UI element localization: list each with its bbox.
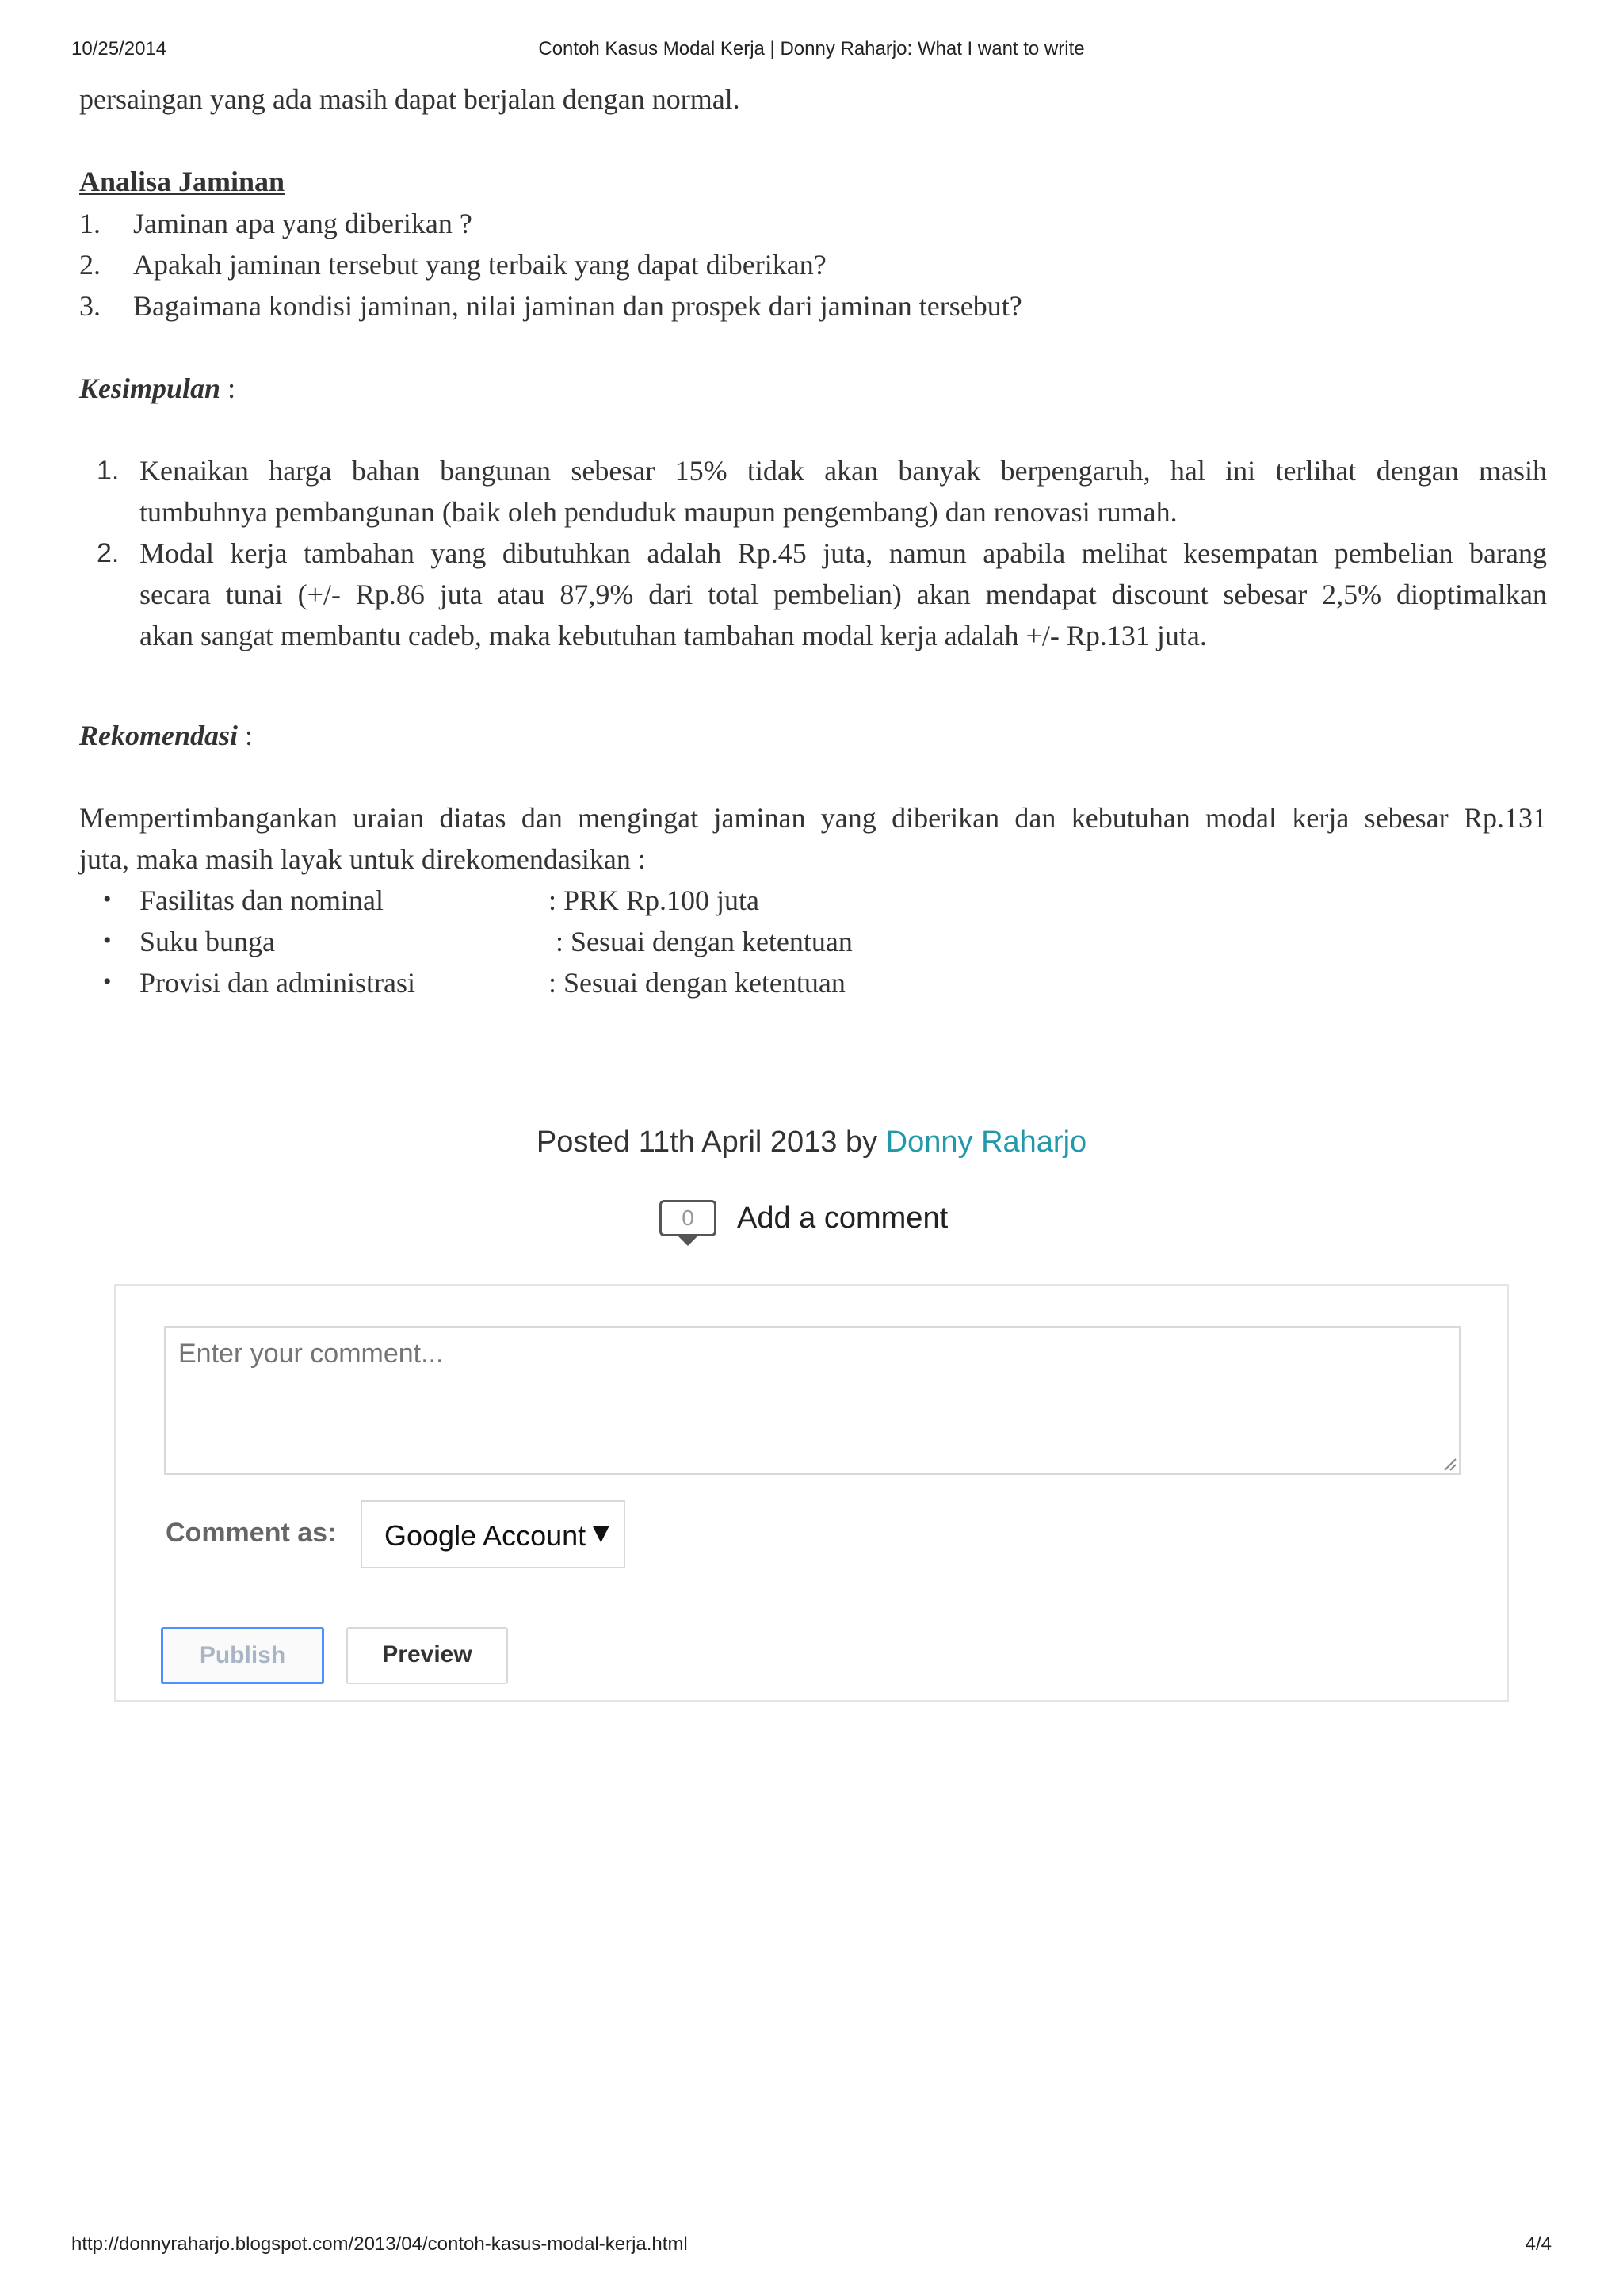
rekomendasi-heading: Rekomendasi (79, 720, 239, 751)
comment-bubble-tail (678, 1236, 697, 1246)
bullet-value: : PRK Rp.100 juta (548, 884, 760, 916)
print-page-number: 4/4 (1525, 2233, 1552, 2255)
list-text-line: tumbuhnya pembangunan (baik oleh penduduk maupun pengembang) dan renovasi rumah. (139, 496, 1178, 528)
list-text: Jaminan apa yang diberikan ? (133, 208, 472, 239)
bullet-label: Provisi dan administrasi (139, 967, 415, 999)
account-select[interactable] (361, 1500, 625, 1568)
print-url: http://donnyraharjo.blogspot.com/2013/04/contoh-kasus-modal-kerja.html (71, 2233, 688, 2255)
bullet-dot-icon: • (103, 927, 112, 953)
posted-date-text: Posted 11th April 2013 by (536, 1125, 886, 1159)
bullet-dot-icon: • (103, 886, 112, 912)
bullet-value: : Sesuai dengan ketentuan (548, 926, 853, 957)
list-text: Bagaimana kondisi jaminan, nilai jaminan dan prospek dari jaminan tersebut? (133, 290, 1022, 322)
rekomendasi-heading-row (79, 719, 253, 752)
comment-input[interactable] (164, 1326, 1461, 1475)
rekomendasi-colon: : (245, 720, 254, 751)
bullet-value: : Sesuai dengan ketentuan (548, 967, 846, 999)
print-date: 10/25/2014 (71, 38, 167, 59)
bullet-label: Fasilitas dan nominal (139, 884, 384, 916)
list-number: 2. (97, 538, 120, 568)
list-number: 1. (79, 208, 101, 239)
comment-count-icon[interactable] (659, 1200, 716, 1236)
list-text-line: akan sangat membantu cadeb, maka kebutuhan tambahan modal kerja adalah +/- Rp.131 juta. (139, 620, 1207, 651)
rekomendasi-paragraph-line: Mempertimbangankan uraian diatas dan mengingat jaminan yang diberikan dan kebutuhan modal kerja sebesar Rp.131 (79, 802, 1547, 834)
rekomendasi-paragraph-line: juta, maka masih layak untuk direkomendasikan : (79, 843, 646, 875)
list-number: 3. (79, 290, 101, 322)
list-number: 1. (97, 456, 120, 486)
post-byline (0, 1125, 1623, 1159)
analisa-jaminan-heading: Analisa Jaminan (79, 166, 285, 197)
list-text-line: Modal kerja tambahan yang dibutuhkan adalah Rp.45 juta, namun apabila melihat kesempatan pembelian barang (139, 537, 1547, 569)
kesimpulan-colon: : (227, 372, 236, 404)
list-text: Apakah jaminan tersebut yang terbaik yang dapat diberikan? (133, 249, 827, 281)
list-text-line: Kenaikan harga bahan bangunan sebesar 15% tidak akan banyak berpengaruh, hal ini terlihat dengan masih (139, 455, 1547, 487)
publish-button[interactable]: Publish (161, 1627, 324, 1684)
author-link[interactable]: Donny Raharjo (885, 1125, 1087, 1159)
account-select-value: Google Account (384, 1519, 586, 1552)
preview-button[interactable]: Preview (346, 1627, 508, 1684)
bullet-dot-icon: • (103, 968, 112, 995)
print-title: Contoh Kasus Modal Kerja | Donny Raharjo: What I want to write (538, 38, 1085, 59)
comment-form (114, 1284, 1509, 1702)
kesimpulan-heading: Kesimpulan (79, 372, 221, 404)
bullet-label: Suku bunga (139, 926, 275, 957)
comment-as-label: Comment as: (166, 1518, 337, 1548)
kesimpulan-heading-row (79, 372, 235, 405)
resize-grip-icon[interactable] (1442, 1456, 1457, 1472)
list-text-line: secara tunai (+/- Rp.86 juta atau 87,9% dari total pembelian) akan mendapat discount sebesar 2,5% dioptimalkan (139, 579, 1547, 610)
comment-count: 0 (682, 1205, 694, 1230)
intro-tail-text: persaingan yang ada masih dapat berjalan dengan normal. (79, 83, 740, 115)
add-comment-link[interactable]: Add a comment (737, 1201, 949, 1235)
dropdown-arrow-icon: ▼ (592, 1519, 609, 1545)
list-number: 2. (79, 249, 101, 281)
